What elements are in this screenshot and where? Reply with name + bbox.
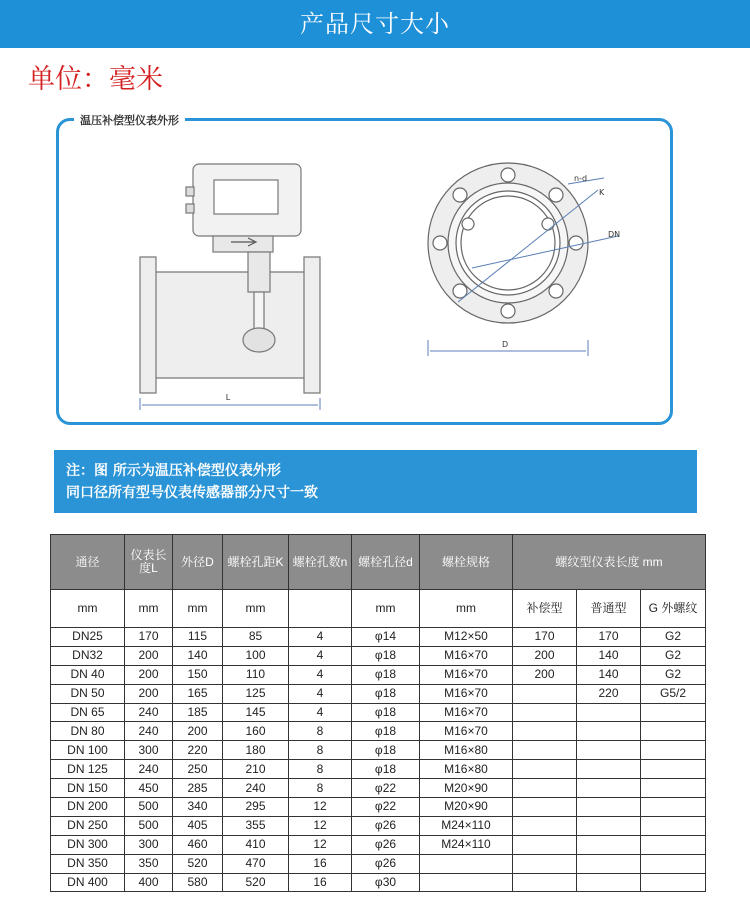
cell-d: φ30 [352, 873, 420, 892]
cell-comp [513, 703, 577, 722]
cell-n: 8 [289, 779, 352, 798]
unit-dn: mm [51, 590, 125, 628]
cell-normal [577, 854, 641, 873]
cell-k: 110 [223, 665, 289, 684]
cell-d: φ26 [352, 854, 420, 873]
table-row [51, 873, 706, 892]
cell-l: 170 [125, 628, 173, 647]
cell-comp [513, 854, 577, 873]
unit-length: mm [125, 590, 173, 628]
dimension-dn-label: DN [608, 230, 621, 239]
cell-od: 115 [173, 628, 223, 647]
cell-k: 520 [223, 873, 289, 892]
cell-k: 145 [223, 703, 289, 722]
cell-od: 250 [173, 760, 223, 779]
table-body [51, 628, 706, 892]
cell-comp: 170 [513, 628, 577, 647]
cell-dn: DN25 [51, 628, 125, 647]
table-row [51, 760, 706, 779]
cell-normal [577, 873, 641, 892]
unit-od: mm [173, 590, 223, 628]
cell-l: 200 [125, 665, 173, 684]
dimension-nd-label: n-d [574, 174, 588, 183]
table-row [51, 703, 706, 722]
cell-bolt: M16×70 [420, 665, 513, 684]
cell-dn: DN 150 [51, 779, 125, 798]
unit-label: 单位：毫米 [28, 64, 163, 95]
cell-d: φ18 [352, 703, 420, 722]
cell-n: 12 [289, 816, 352, 835]
dimension-k-label: K [599, 188, 605, 197]
note-box [54, 450, 697, 513]
cell-bolt: M16×70 [420, 722, 513, 741]
cell-d: φ18 [352, 722, 420, 741]
cell-od: 185 [173, 703, 223, 722]
cell-normal [577, 798, 641, 817]
cell-l: 240 [125, 703, 173, 722]
cell-bolt: M16×80 [420, 760, 513, 779]
cell-dn: DN32 [51, 646, 125, 665]
cell-g: G2 [641, 628, 706, 647]
cell-d: φ18 [352, 646, 420, 665]
cell-bolt: M20×90 [420, 798, 513, 817]
cell-n: 8 [289, 741, 352, 760]
cell-od: 460 [173, 835, 223, 854]
cell-l: 300 [125, 741, 173, 760]
cell-d: φ18 [352, 741, 420, 760]
cell-dn: DN 80 [51, 722, 125, 741]
unit-k: mm [223, 590, 289, 628]
cell-n: 4 [289, 628, 352, 647]
cell-g: G5/2 [641, 684, 706, 703]
cell-g: G2 [641, 646, 706, 665]
cell-bolt: M12×50 [420, 628, 513, 647]
cell-g [641, 703, 706, 722]
unit-bolt: mm [420, 590, 513, 628]
cell-comp: 200 [513, 665, 577, 684]
cell-g [641, 741, 706, 760]
cell-od: 405 [173, 816, 223, 835]
cell-dn: DN 40 [51, 665, 125, 684]
cell-dn: DN 50 [51, 684, 125, 703]
cell-bolt: M20×90 [420, 779, 513, 798]
cell-l: 200 [125, 684, 173, 703]
cell-bolt: M24×110 [420, 835, 513, 854]
cell-dn: DN 65 [51, 703, 125, 722]
cell-k: 100 [223, 646, 289, 665]
header-od: 外径D [173, 535, 223, 590]
cell-normal [577, 741, 641, 760]
unit-n [289, 590, 352, 628]
cell-l: 240 [125, 722, 173, 741]
cell-bolt [420, 854, 513, 873]
cell-comp [513, 798, 577, 817]
cell-comp [513, 779, 577, 798]
cell-l: 500 [125, 798, 173, 817]
cell-k: 295 [223, 798, 289, 817]
cell-dn: DN 200 [51, 798, 125, 817]
cell-dn: DN 400 [51, 873, 125, 892]
cell-n: 4 [289, 703, 352, 722]
cell-bolt: M16×80 [420, 741, 513, 760]
dimension-table [50, 534, 706, 892]
meter-outline-drawing [56, 118, 673, 425]
header-bolt: 螺栓规格 [420, 535, 513, 590]
cell-g [641, 854, 706, 873]
cell-normal: 140 [577, 646, 641, 665]
cell-d: φ26 [352, 835, 420, 854]
cell-d: φ18 [352, 665, 420, 684]
cell-l: 450 [125, 779, 173, 798]
cell-k: 85 [223, 628, 289, 647]
cell-g [641, 722, 706, 741]
cell-normal: 220 [577, 684, 641, 703]
cell-d: φ14 [352, 628, 420, 647]
cell-comp [513, 835, 577, 854]
cell-normal [577, 722, 641, 741]
note-line-2: 同口径所有型号仪表传感器部分尺寸一致 [66, 485, 318, 501]
cell-bolt [420, 873, 513, 892]
cell-g [641, 779, 706, 798]
cell-n: 12 [289, 798, 352, 817]
cell-bolt: M16×70 [420, 646, 513, 665]
cell-g [641, 835, 706, 854]
page-title: 产品尺寸大小 [300, 10, 450, 38]
cell-dn: DN 100 [51, 741, 125, 760]
cell-n: 16 [289, 854, 352, 873]
cell-dn: DN 250 [51, 816, 125, 835]
cell-n: 16 [289, 873, 352, 892]
cell-l: 500 [125, 816, 173, 835]
cell-normal: 140 [577, 665, 641, 684]
cell-comp: 200 [513, 646, 577, 665]
cell-g [641, 760, 706, 779]
cell-dn: DN 350 [51, 854, 125, 873]
header-thread-group: 螺纹型仪表长度 mm [513, 535, 706, 590]
cell-comp [513, 722, 577, 741]
header-n: 螺栓孔数n [289, 535, 352, 590]
cell-comp [513, 741, 577, 760]
cell-od: 220 [173, 741, 223, 760]
cell-d: φ22 [352, 798, 420, 817]
unit-g: G 外螺纹 [641, 590, 706, 628]
cell-k: 180 [223, 741, 289, 760]
cell-k: 160 [223, 722, 289, 741]
unit-comp: 补偿型 [513, 590, 577, 628]
cell-k: 470 [223, 854, 289, 873]
cell-od: 150 [173, 665, 223, 684]
table-row [51, 798, 706, 817]
cell-bolt: M16×70 [420, 703, 513, 722]
cell-l: 350 [125, 854, 173, 873]
cell-normal [577, 760, 641, 779]
cell-d: φ18 [352, 684, 420, 703]
cell-n: 12 [289, 835, 352, 854]
cell-n: 4 [289, 646, 352, 665]
cell-bolt: M24×110 [420, 816, 513, 835]
table-row [51, 741, 706, 760]
table-row [51, 628, 706, 647]
cell-od: 200 [173, 722, 223, 741]
cell-bolt: M16×70 [420, 684, 513, 703]
cell-d: φ22 [352, 779, 420, 798]
cell-od: 140 [173, 646, 223, 665]
cell-l: 240 [125, 760, 173, 779]
cell-d: φ18 [352, 760, 420, 779]
cell-normal [577, 703, 641, 722]
unit-d: mm [352, 590, 420, 628]
cell-k: 240 [223, 779, 289, 798]
cell-od: 165 [173, 684, 223, 703]
header-length: 仪表长度L [125, 535, 173, 590]
unit-normal: 普通型 [577, 590, 641, 628]
cell-normal [577, 835, 641, 854]
table-row [51, 722, 706, 741]
cell-n: 8 [289, 722, 352, 741]
cell-n: 4 [289, 665, 352, 684]
drawing-title: 温压补偿型仪表外形 [74, 114, 185, 128]
cell-dn: DN 300 [51, 835, 125, 854]
cell-od: 580 [173, 873, 223, 892]
dimension-l-label: L [225, 393, 231, 402]
cell-comp [513, 684, 577, 703]
cell-k: 210 [223, 760, 289, 779]
cell-od: 520 [173, 854, 223, 873]
table-row [51, 665, 706, 684]
cell-normal [577, 779, 641, 798]
note-line-1: 注：图 所示为温压补偿型仪表外形 [66, 463, 281, 479]
table-row [51, 854, 706, 873]
cell-od: 340 [173, 798, 223, 817]
cell-normal: 170 [577, 628, 641, 647]
cell-n: 4 [289, 684, 352, 703]
cell-n: 8 [289, 760, 352, 779]
cell-l: 200 [125, 646, 173, 665]
page-title-banner [0, 0, 750, 48]
table-row [51, 779, 706, 798]
cell-l: 400 [125, 873, 173, 892]
cell-comp [513, 873, 577, 892]
header-k: 螺栓孔距K [223, 535, 289, 590]
cell-k: 125 [223, 684, 289, 703]
cell-dn: DN 125 [51, 760, 125, 779]
cell-d: φ26 [352, 816, 420, 835]
header-d: 螺栓孔径d [352, 535, 420, 590]
table-row [51, 835, 706, 854]
cell-comp [513, 760, 577, 779]
cell-g [641, 798, 706, 817]
cell-g [641, 873, 706, 892]
dimension-d-label: D [502, 340, 509, 349]
header-dn: 通径 [51, 535, 125, 590]
cell-k: 355 [223, 816, 289, 835]
cell-normal [577, 816, 641, 835]
table-row [51, 816, 706, 835]
table-row [51, 684, 706, 703]
cell-k: 410 [223, 835, 289, 854]
cell-l: 300 [125, 835, 173, 854]
table-row [51, 646, 706, 665]
cell-g [641, 816, 706, 835]
cell-g: G2 [641, 665, 706, 684]
cell-od: 285 [173, 779, 223, 798]
cell-comp [513, 816, 577, 835]
